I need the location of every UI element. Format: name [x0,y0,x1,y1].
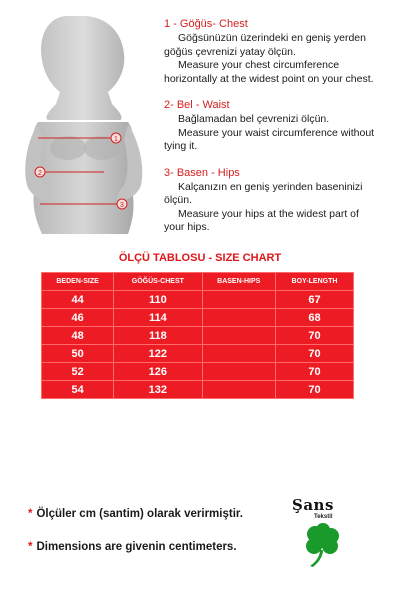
brand-logo [288,496,368,576]
hips-line-tr-1: Kalçanızın en geniş yerinden baseninizi [178,181,363,194]
measurement-instructions [164,18,396,248]
header-length: BOY-LENGTH [276,273,354,291]
cell-size: 44 [42,291,114,309]
cell-size: 52 [42,363,114,381]
svg-text:2: 2 [38,170,42,177]
note-turkish [28,508,243,520]
cell-hips [202,363,275,381]
cell-length: 70 [276,381,354,399]
asterisk-icon: * [28,508,33,520]
hips-line-en-2: your hips. [164,221,210,234]
cell-length: 68 [276,309,354,327]
cell-length: 70 [276,345,354,363]
chest-instructions [164,18,396,86]
table-row [42,291,354,309]
marker-waist [35,167,45,177]
table-row [42,363,354,381]
cell-hips [202,381,275,399]
body-measurement-figure [8,12,160,244]
cell-hips [202,345,275,363]
svg-text:3: 3 [120,202,124,209]
note-turkish-text: Ölçüler cm (santim) olarak verirmiştir. [36,508,243,520]
cell-size: 54 [42,381,114,399]
cell-size: 46 [42,309,114,327]
marker-hips [117,199,127,209]
cell-length: 70 [276,327,354,345]
header-size: BEDEN-SIZE [42,273,114,291]
waist-line-tr-1: Bağlamadan bel çevrenizi ölçün. [178,113,330,126]
waist-instructions [164,99,396,154]
figure-head [41,16,124,120]
cell-hips [202,291,275,309]
cell-chest: 114 [114,309,202,327]
waist-title: 2- Bel - Waist [164,99,230,112]
cell-size: 48 [42,327,114,345]
hips-line-en-1: Measure your hips at the widest part of [178,207,359,220]
table-row [42,381,354,399]
table-row [42,345,354,363]
asterisk-icon: * [28,541,33,553]
brand-subtitle: Tekstil [314,514,333,520]
marker-chest [111,133,121,143]
cell-chest: 132 [114,381,202,399]
chest-line-tr-1: Göğsünüzün üzerindeki en geniş yerden [178,32,366,45]
cell-length: 67 [276,291,354,309]
table-header-row [42,273,354,291]
cell-size: 50 [42,345,114,363]
chest-line-tr-2: göğüs çevrenizi yatay ölçün. [164,45,296,58]
note-english [28,541,237,553]
waist-line-en-1: Measure your waist circumference without [178,126,375,139]
cell-length: 70 [276,363,354,381]
size-chart-title: ÖLÇÜ TABLOSU - SIZE CHART [118,252,282,264]
table-row [42,309,354,327]
hips-line-tr-2: ölçün. [164,194,193,207]
cell-chest: 110 [114,291,202,309]
brand-name: Şans [292,496,334,514]
chest-line-en-1: Measure your chest circumference [178,59,340,72]
cell-hips [202,327,275,345]
chest-line-en-2: horizontally at the widest point on your chest. [164,72,374,85]
hips-instructions [164,167,396,235]
cell-chest: 122 [114,345,202,363]
waist-line-en-2: tying it. [164,140,198,153]
header-hips: BASEN-HIPS [202,273,275,291]
note-english-text: Dimensions are givenin centimeters. [36,541,237,553]
cell-hips [202,309,275,327]
clover-icon [300,522,344,568]
svg-text:1: 1 [114,136,118,143]
chest-title: 1 - Göğüs- Chest [164,18,248,30]
hips-title: 3- Basen - Hips [164,166,240,179]
size-chart-table [41,272,354,399]
header-chest: GÖĞÜS-CHEST [114,273,202,291]
cell-chest: 118 [114,327,202,345]
cell-chest: 126 [114,363,202,381]
table-row [42,327,354,345]
